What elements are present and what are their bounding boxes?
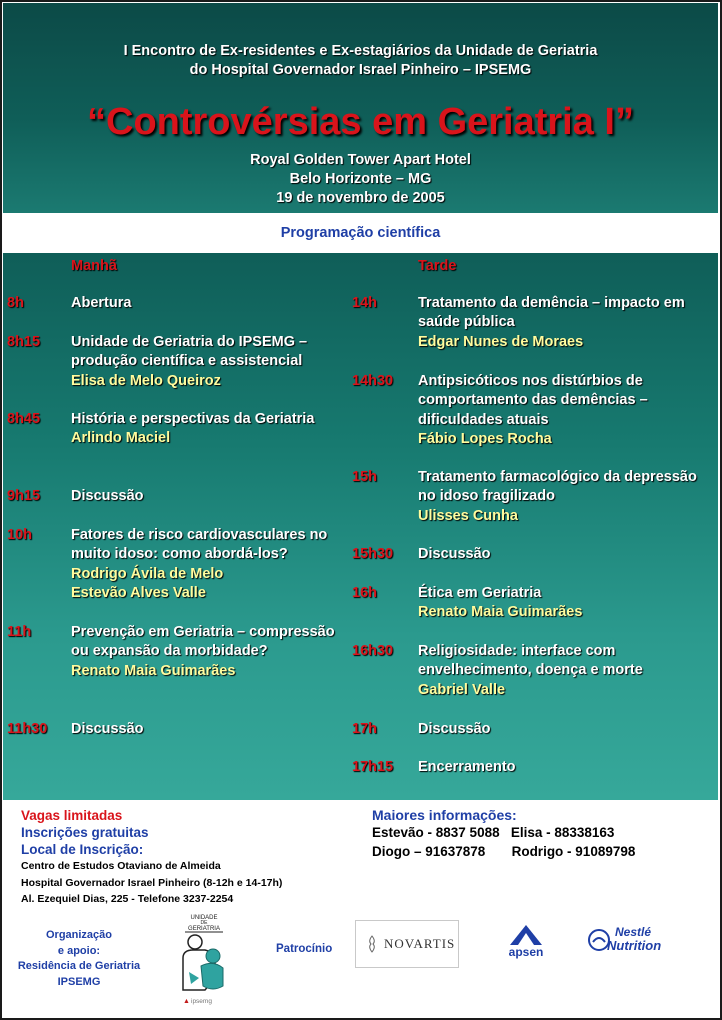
local-label: Local de Inscrição: — [21, 842, 144, 857]
schedule-speaker: Ulisses Cunha — [418, 507, 518, 524]
schedule-topic: Discussão — [418, 546, 491, 562]
schedule-speaker: Elisa de Melo Queiroz — [71, 372, 221, 389]
schedule-time: 14h — [352, 295, 377, 311]
novartis-logo — [355, 920, 459, 968]
schedule-topic: Unidade de Geriatria do IPSEMG – produção científica e assistencial — [71, 334, 308, 370]
venue: Royal Golden Tower Apart Hotel — [250, 152, 471, 168]
schedule-body — [418, 294, 714, 352]
org-line-2: e apoio: — [57, 944, 101, 957]
schedule-speaker: Renato Maia Guimarães — [71, 662, 236, 679]
schedule-time: 11h30 — [7, 721, 48, 737]
schedule-body — [71, 526, 347, 604]
schedule-body — [418, 758, 714, 777]
header — [3, 3, 718, 213]
schedule-topic: Fatores de risco cardiovasculares no muito idoso: como abordá-los? — [71, 527, 328, 563]
novartis-name: NOVARTIS — [384, 936, 456, 951]
apsen-triangle-icon — [498, 923, 554, 947]
apsen-logo — [498, 923, 554, 963]
schedule-body — [418, 468, 714, 526]
schedule-time: 16h30 — [352, 643, 394, 659]
schedule-time: 11h — [7, 624, 32, 640]
org-line-1: Organização — [45, 929, 113, 941]
inscricoes-text: Inscrições gratuitas — [21, 825, 149, 840]
sponsor-label: Patrocínio — [276, 943, 333, 955]
unit-logo-line-1: UNIDADE — [190, 915, 218, 921]
org-line-4: IPSEMG — [57, 975, 101, 988]
nestle-name: Nestlé — [615, 925, 652, 939]
schedule-speaker: Arlindo Maciel — [71, 430, 171, 447]
schedule-speaker: Gabriel Valle — [418, 681, 506, 698]
schedule-time: 17h15 — [352, 759, 394, 775]
organization-block — [9, 928, 149, 990]
schedule-time: 8h — [7, 295, 24, 311]
event-date: 19 de novembro de 2005 — [276, 190, 445, 206]
schedule-time: 9h15 — [7, 488, 41, 504]
contacts-row-1: Estevão - 8837 5088 Elisa - 88338163 — [372, 825, 615, 840]
ipsemg-logo-text: ipsemg — [191, 998, 212, 1005]
apsen-name: apsen — [508, 945, 544, 959]
schedule — [3, 253, 718, 800]
program-heading: Programação científica — [280, 225, 441, 241]
schedule-topic: Discussão — [71, 721, 144, 737]
schedule-body — [418, 720, 714, 739]
schedule-topic: Abertura — [71, 295, 132, 311]
schedule-speaker: Edgar Nunes de Moraes — [418, 333, 584, 350]
schedule-body — [71, 410, 347, 449]
schedule-body — [418, 545, 714, 564]
schedule-time: 15h30 — [352, 546, 394, 562]
org-line-3: Residência de Geriatria — [17, 960, 141, 972]
schedule-time: 17h — [352, 721, 377, 737]
event-line-1: I Encontro de Ex-residentes e Ex-estagiários da Unidade de Geriatria — [123, 43, 598, 59]
event-line-2: do Hospital Governador Israel Pinheiro – IPSEMG — [189, 62, 532, 78]
schedule-speaker: Rodrigo Ávila de Melo Estevão Alves Valle — [71, 565, 224, 602]
nutrition-name: Nutrition — [607, 938, 662, 953]
schedule-topic: Antipsicóticos nos distúrbios de comportamento das demências – dificuldades atuais — [418, 373, 648, 428]
schedule-time: 16h — [352, 585, 377, 601]
unit-logo-line-3: GERIATRIA — [188, 926, 220, 932]
geriatria-unit-logo — [171, 912, 237, 1008]
vagas-text: Vagas limitadas — [21, 808, 123, 823]
schedule-body — [71, 487, 347, 506]
morning-label: Manhã — [71, 258, 117, 274]
schedule-time: 14h30 — [352, 373, 394, 389]
schedule-time: 10h — [7, 527, 32, 543]
info-label: Maiores informações: — [372, 807, 517, 823]
schedule-topic: Encerramento — [418, 759, 516, 775]
schedule-body — [71, 294, 347, 313]
schedule-time: 8h45 — [7, 411, 41, 427]
unit-logo-line-2: DE — [200, 920, 208, 926]
schedule-topic: História e perspectivas da Geriatria — [71, 411, 315, 427]
schedule-speaker: Renato Maia Guimarães — [418, 604, 583, 621]
schedule-time: 15h — [352, 469, 377, 485]
address-line-1: Centro de Estudos Otaviano de Almeida — [21, 860, 221, 872]
novartis-flame-icon — [366, 935, 378, 953]
nestle-nutrition-logo — [585, 922, 681, 962]
schedule-body — [71, 720, 347, 739]
schedule-body — [418, 642, 714, 700]
schedule-topic: Ética em Geriatria — [418, 585, 542, 601]
afternoon-label: Tarde — [418, 258, 457, 274]
schedule-body — [418, 584, 714, 623]
program-heading-band — [3, 213, 718, 253]
schedule-topic: Religiosidade: interface com envelhecimento, doença e morte — [418, 643, 643, 679]
address-line-3: Al. Ezequiel Dias, 225 - Telefone 3237-2254 — [21, 893, 234, 905]
schedule-body — [71, 623, 347, 681]
contacts-row-2: Diogo – 91637878 Rodrigo - 91089798 — [372, 843, 636, 859]
schedule-topic: Discussão — [71, 488, 144, 504]
city: Belo Horizonte – MG — [289, 171, 432, 187]
schedule-body — [71, 333, 347, 391]
schedule-topic: Tratamento da demência – impacto em saúde pública — [418, 295, 685, 331]
schedule-body — [418, 372, 714, 450]
address-line-2: Hospital Governador Israel Pinheiro (8-12h e 14-17h) — [21, 876, 283, 889]
svg-text:▲: ▲ — [183, 998, 190, 1005]
schedule-time: 8h15 — [7, 334, 41, 350]
schedule-topic: Tratamento farmacológico da depressão no idoso fragilizado — [418, 469, 697, 505]
schedule-topic: Discussão — [418, 721, 491, 737]
registration-info — [21, 807, 282, 908]
footer — [3, 800, 718, 1016]
schedule-speaker: Fábio Lopes Rocha — [418, 431, 552, 448]
contacts — [372, 807, 635, 861]
main-title: “Controvérsias em Geriatria I” — [87, 101, 634, 143]
schedule-topic: Prevenção em Geriatria – compressão ou expansão da morbidade? — [71, 624, 335, 660]
